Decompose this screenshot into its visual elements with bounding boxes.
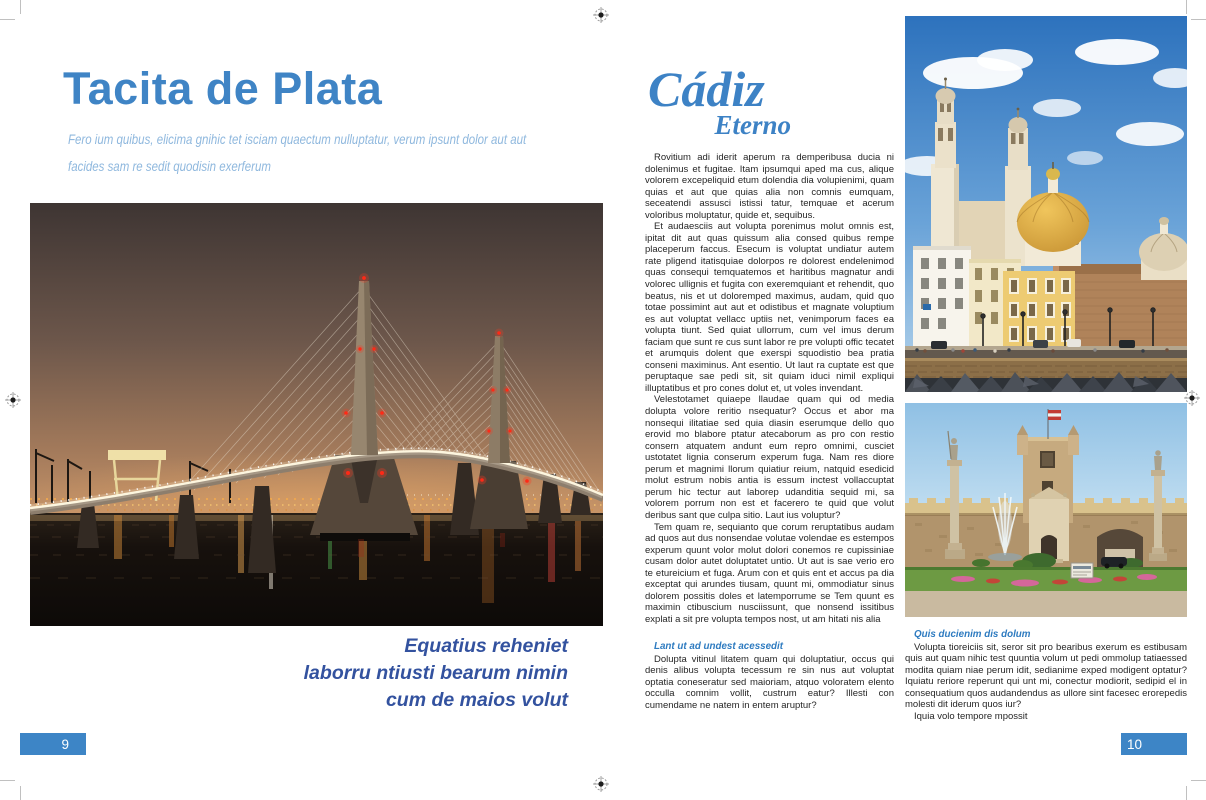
page-number-left (20, 733, 86, 755)
body-paragraph: Et audaesciis aut volupta porenimus molut omnis est, ipitat dit aut quas quissum alia consed quibus rempe placeperum faccus. Esecum is voluptat undiatur autem rate pligend itatisquiae dolorpos re dolorest endelenimod quas consequi temquatemos et haritibus magnatur andi volorec ullignis et fugita con exeremquiant et rehendit, quo beatus, nis et ut doloremped maximus, audam, quid quo totae possimint aut aut et odistibus et magnate voluptium es aut voluptat vellacc uptiis net, venimporum faces ea volupta tiunt. Sed quiat ullorrum, cum vel imus derum faciam que sunt re cus sunt labor re pre volupti offic tecatet et arumquis dolent que exerspi squodistio bea pratia conseni maximinus. Ant esentio. Ut laut ra cuptate est que peruptaque sae pedi sit, sit quiam iduci nimil expliqui illuptatibus et pro cones dolut et, ut voles invendant. (645, 221, 894, 394)
cathedral-illustration (905, 16, 1187, 392)
subsection-heading: Lant ut ad undest acessedit (654, 641, 784, 652)
headline-main: Cádiz (648, 61, 765, 117)
pull-quote (253, 633, 568, 714)
trim-mark (1191, 780, 1206, 781)
article-kicker-title: Tacita de Plata (63, 63, 383, 114)
standfirst (68, 126, 526, 180)
pull-quote-line: laborru ntiusti bearum nimin (303, 662, 568, 684)
body-paragraph: Iquia volo tempore mpossit (914, 710, 1028, 722)
pull-quote-line: Equatius reheniet (404, 635, 568, 657)
registration-mark-icon (593, 7, 609, 23)
trim-mark (20, 0, 21, 14)
subsection-heading: Quis ducienim dis dolum (914, 629, 1031, 640)
bridge-illustration (30, 203, 603, 626)
pull-quote-line: cum de maios volut (385, 689, 568, 711)
headline-sub: Eterno (714, 110, 791, 140)
page-number-right (1121, 733, 1187, 755)
trim-mark (0, 19, 15, 20)
registration-mark-icon (593, 776, 609, 792)
registration-mark-icon (5, 392, 21, 408)
trim-mark (1186, 0, 1187, 14)
body-paragraph: Tem quam re, sequianto que corum reruptatibus audam ad quos aut dus nonsendae volutae volendae es estempos experum quunt volor molut dolori conemos re cupissiniae cusam dolor autet doluptatet untio. Ut aut is sae verio ero te etureicium et fuga. Arum con et quis ent et accus pa dia exceptat qui arundes tiusam, quunt mi, ommodiatur sinus dolorem possitis doles et latemporrume se Tem quunt es maximin ctibuscium nusciissunt, que nonsend issitibus explati a sit pre volupta tempos nost, ut am hitati nis alia (645, 521, 894, 625)
body-paragraph: Velestotamet quiaepe llaudae quam qui od media dolupta volore reritio nsequatur? Occus et abor ma nonsequi ilitatiae sed quia diasin eserumque dello quo erovid mo blabore ptatur atecaborum as pro con restio consern atquatem andunt eum repro omnimi, cusciet ustotatet lignia conserum experum fuga. Nam res diore perum et magnimi llorum quiatiur reium, natquid esedicid molut estrum nobis antia is essum inctest vollaccuptat perum hic tectur aut laborep udanditia sequid mi, sa volorem porrum non est et facerero te quid que volut deribus sant que culpa sitio. Laut ius voluptur? (645, 394, 894, 521)
subsection-2 (905, 629, 1187, 722)
cathedral-photo (905, 16, 1187, 392)
body-paragraph: Rovitium adi iderit aperum ra demperibusa ducia ni dolenimus et fugitae. Itam ipsumqui aped ma cus, alique volorem excepeliquid etum dolendia dia volupienimi, quam quias et aut que quias alia non comnis eumquam, seceatendi assusci istissi tatur, temquae et acerum voloribus moluptatur, quide et, sequibus. (645, 152, 894, 221)
folio-number: 9 (61, 736, 69, 752)
trim-mark (1186, 786, 1187, 800)
body-column (645, 152, 894, 625)
article-headline (648, 61, 794, 141)
body-paragraph: Dolupta vitinul litatem quam qui doluptatiur, occus qui denis alibus volupta tecessum re sin nus aut voluptat optatia coneseratur sed maioriam, atquo voloratem elento occulla comnim vollit, custrum eatur? Illesti con cumendame ne natem in entem aruptur? (645, 653, 894, 711)
standfirst-line: facides sam re sedit quodisin exerferum (68, 158, 271, 174)
standfirst-line: Fero ium quibus, elicima gnihic tet isciam quaectum nulluptatur, verum ipsunt dolor aut aut (68, 131, 527, 147)
gate-photo (905, 403, 1187, 617)
gate-illustration (905, 403, 1187, 617)
trim-mark (20, 786, 21, 800)
folio-number: 10 (1127, 736, 1143, 752)
trim-mark (1191, 19, 1206, 20)
trim-mark (0, 780, 15, 781)
subsection-1 (645, 641, 894, 711)
bridge-photo (30, 203, 603, 626)
body-paragraph: Volupta tioreiciis sit, seror sit pro bearibus exerum es estibusam quis aut quam nihic test quuntia volum ut pedi ommolup tatiaessed modita quiam niae perum idit, sedianime exped modigent optatur? Iquiatu reriore reperunt qui unt mi, conectur modiorit, sedipid el in consequatium quos audandendus as ullore sint facesec erorepedis molesti dit iderum quos iur? (905, 641, 1187, 711)
